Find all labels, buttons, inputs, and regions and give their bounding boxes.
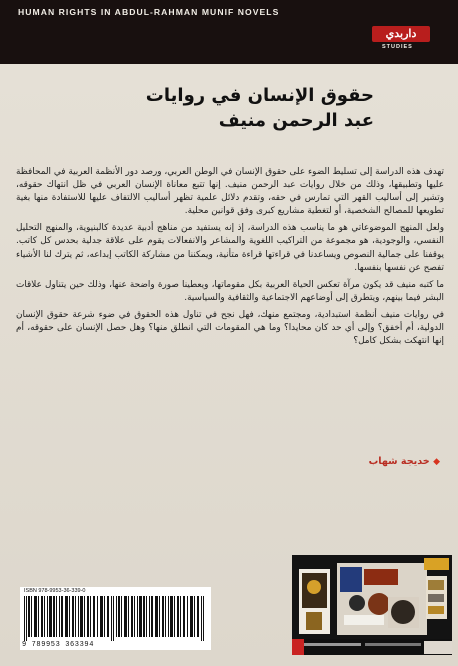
series-badge-artwork: [292, 555, 452, 655]
blurb-paragraph-1: تهدف هذه الدراسة إلى تسليط الضوء على حقوق الإنسان في الوطن العربي، ورصد دور الأنظمة العربية في المحافظة عليها وتطبيقها، وذلك من خلال روايات عبد الرحمن منيف. إنها تتبع معاناة الإنسان العربي في ظل انتهاك حقوقه، وتشير إلى أساليب القهر التي تمارس في حقه، وتقدم دلائل علمية تظهر أساليب الالتفاف عليها للاستفادة منها بغية تطويعها للمصالح الشخصية، أو لتغطية مشاريع كبرى وفق قوانين محلية.: [16, 167, 444, 217]
series-title: HUMAN RIGHTS IN ABDUL-RAHMAN MUNIF NOVELS: [18, 7, 280, 17]
isbn-barcode: [20, 587, 211, 650]
publisher-subtitle: STUDIES: [382, 44, 413, 50]
book-title-line-1: حقوق الإنسان في روايات: [145, 85, 374, 106]
book-title-line-2: عبد الرحمن منيف: [218, 110, 374, 131]
isbn-label: ISBN 978-9953-36-339-0: [24, 588, 86, 594]
series-badge-icon: [292, 555, 452, 655]
author-signature: [369, 456, 440, 467]
signature-diamond-icon: ◆: [433, 457, 440, 467]
blurb-paragraph-3: ما كتبه منيف قد يكون مرآة تعكس الحياة العربية بكل مقوماتها، ويعطينا صورة واضحة عنها، وذلك حين يتناول علاقات البشر فيما بينهم، ويتطرق إلى أوضاعهم الاجتماعية والثقافية والسياسية.: [16, 279, 444, 303]
blurb-paragraph-4: في روايات منيف أنظمة استبدادية، ومجتمع منهك، فهل نجح في تناول هذه الحقوق في ضوء شرعة حقوق الإنسان الدولية، أم أخفق؟ وإلى أي حد كان محايدا؟ وما هي المقومات التي انطلق منها؟ وهل حصل الإنسان على حقوقه، أم إنها انتهكت بشكل كامل؟: [16, 309, 444, 347]
barcode-icon: [24, 596, 206, 641]
blurb: [16, 166, 444, 352]
publisher-logo: [370, 26, 434, 56]
publisher-logo-icon: داربدي: [372, 26, 430, 42]
barcode-number: 9 789953 363394: [22, 641, 95, 649]
top-band: [0, 0, 458, 64]
signature-name: خديجة شهاب: [368, 456, 430, 467]
blurb-paragraph-2: ولعل المنهج الموضوعاتي هو ما يناسب هذه الدراسة، إذ إنه يستفيد من مناهج أدبية عديدة كالبنيوية، والمنهج التحليل النفسي، والوجودية، هو مجموعة من التراكيب اللغوية والمشاعر والانفعالات يقوم على علاقة جدلية بحدس كل كاتب. يوقفنا على جمالية النصوص ويساعدنا في قراءتها قراءة متأنية، ويمكننا من مشاركة الكاتب إبداعه، ثم يترك لنا الأشياء تفصح عن نفسها بنفسها.: [16, 223, 444, 273]
book-title: [114, 84, 374, 133]
